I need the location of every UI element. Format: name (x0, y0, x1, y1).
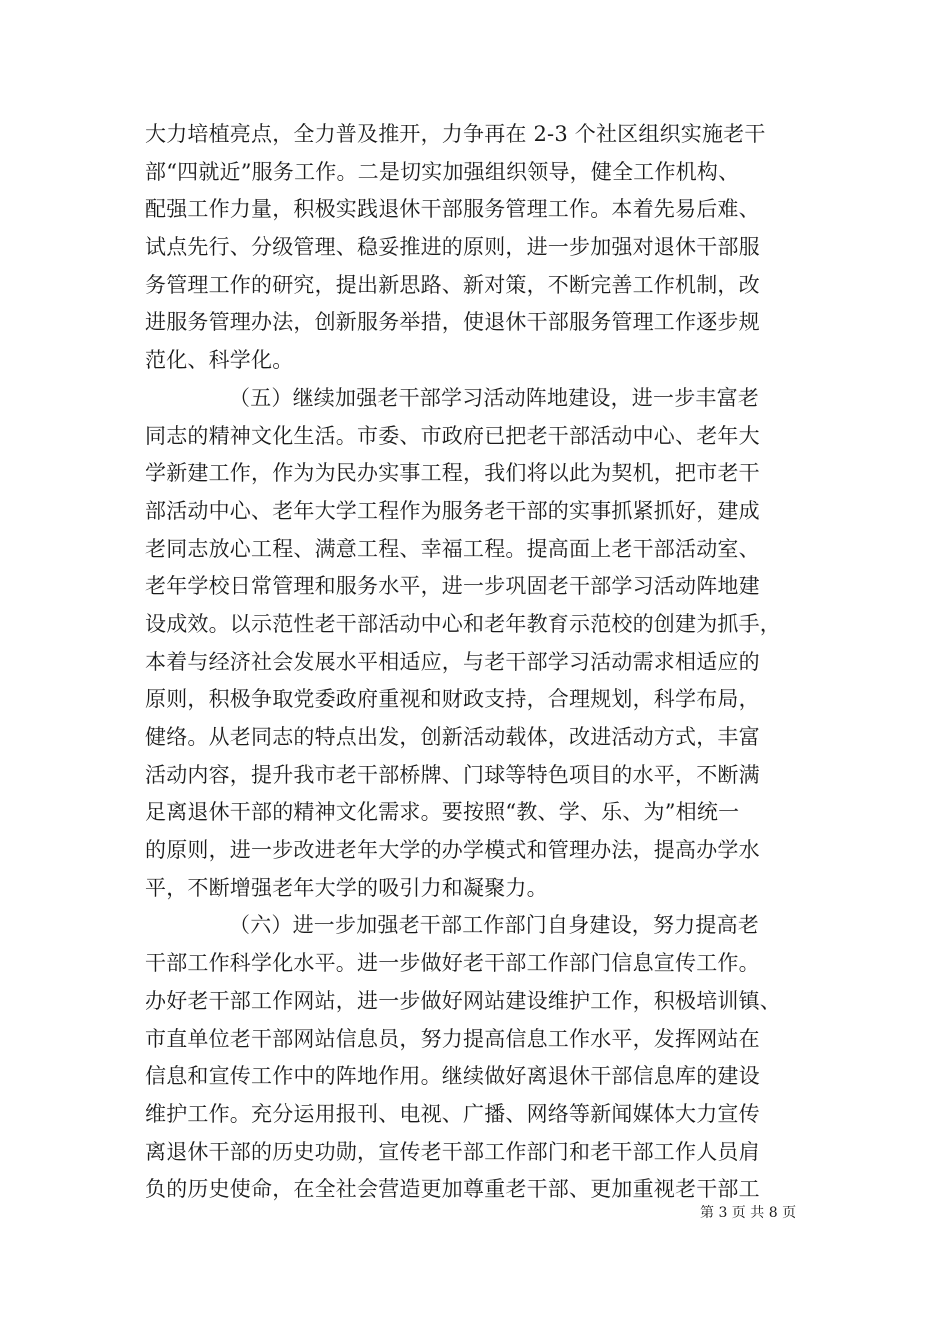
section-heading-line: （六）进一步加强老干部工作部门自身建设，努力提高老 (229, 913, 759, 938)
text-line: 配强工作力量，积极实践退休干部服务管理工作。本着先易后难、 (145, 197, 760, 222)
text-line: 设成效。以示范性老干部活动中心和老年教育示范校的创建为抓手， (145, 611, 781, 636)
text-line: 大力培植亮点，全力普及推开，力争再在 2-3 个社区组织实施老干 (145, 122, 766, 146)
text-line: 老年学校日常管理和服务水平，进一步巩固老干部学习活动阵地建 (145, 574, 760, 599)
text-line: 信息和宣传工作中的阵地作用。继续做好离退休干部信息库的建设 (145, 1064, 760, 1089)
page-number-footer: 第 3 页 共 8 页 (700, 1205, 797, 1221)
text-line: 部“四就近”服务工作。二是切实加强组织领导，健全工作机构、 (145, 159, 740, 184)
text-line: 干部工作科学化水平。进一步做好老干部工作部门信息宣传工作。 (145, 951, 760, 976)
text-line: 学新建工作，作为为民办实事工程，我们将以此为契机，把市老干 (145, 461, 760, 486)
text-line: 的原则，进一步改进老年大学的办学模式和管理办法，提高办学水 (145, 838, 760, 863)
text-line: 部活动中心、老年大学工程作为服务老干部的实事抓紧抓好，建成 (145, 498, 760, 523)
text-line: 活动内容，提升我市老干部桥牌、门球等特色项目的水平，不断满 (145, 762, 760, 787)
body-text (145, 116, 825, 1209)
text-line: 市直单位老干部网站信息员，努力提高信息工作水平，发挥网站在 (145, 1026, 760, 1051)
text-line: 务管理工作的研究，提出新思路、新对策，不断完善工作机制，改 (145, 272, 760, 297)
text-line: 原则，积极争取党委政府重视和财政支持，合理规划，科学布局， (145, 687, 760, 712)
text-line: 本着与经济社会发展水平相适应，与老干部学习活动需求相适应的 (145, 649, 760, 674)
text-line: 老同志放心工程、满意工程、幸福工程。提高面上老干部活动室、 (145, 536, 760, 561)
text-line: 范化、科学化。 (145, 348, 294, 373)
text-line: 健络。从老同志的特点出发，创新活动载体，改进活动方式，丰富 (145, 725, 760, 749)
text-line: 办好老干部工作网站，进一步做好网站建设维护工作，积极培训镇、 (145, 988, 781, 1013)
text-line: 进服务管理办法，创新服务举措，使退休干部服务管理工作逐步规 (145, 310, 760, 335)
text-line: 维护工作。充分运用报刊、电视、广播、网络等新闻媒体大力宣传 (145, 1101, 760, 1126)
text-line: 同志的精神文化生活。市委、市政府已把老干部活动中心、老年大 (145, 423, 760, 448)
text-line: 平，不断增强老年大学的吸引力和凝聚力。 (145, 875, 548, 900)
text-line: 离退休干部的历史功勋，宣传老干部工作部门和老干部工作人员肩 (145, 1139, 760, 1164)
text-line: 足离退休干部的精神文化需求。要按照“教、学、乐、为”相统一 (145, 800, 740, 825)
section-heading-line: （五）继续加强老干部学习活动阵地建设，进一步丰富老 (229, 385, 759, 410)
text-line: 试点先行、分级管理、稳妥推进的原则，进一步加强对退休干部服 (145, 235, 760, 260)
text-line: 负的历史使命，在全社会营造更加尊重老干部、更加重视老干部工 (145, 1177, 760, 1202)
